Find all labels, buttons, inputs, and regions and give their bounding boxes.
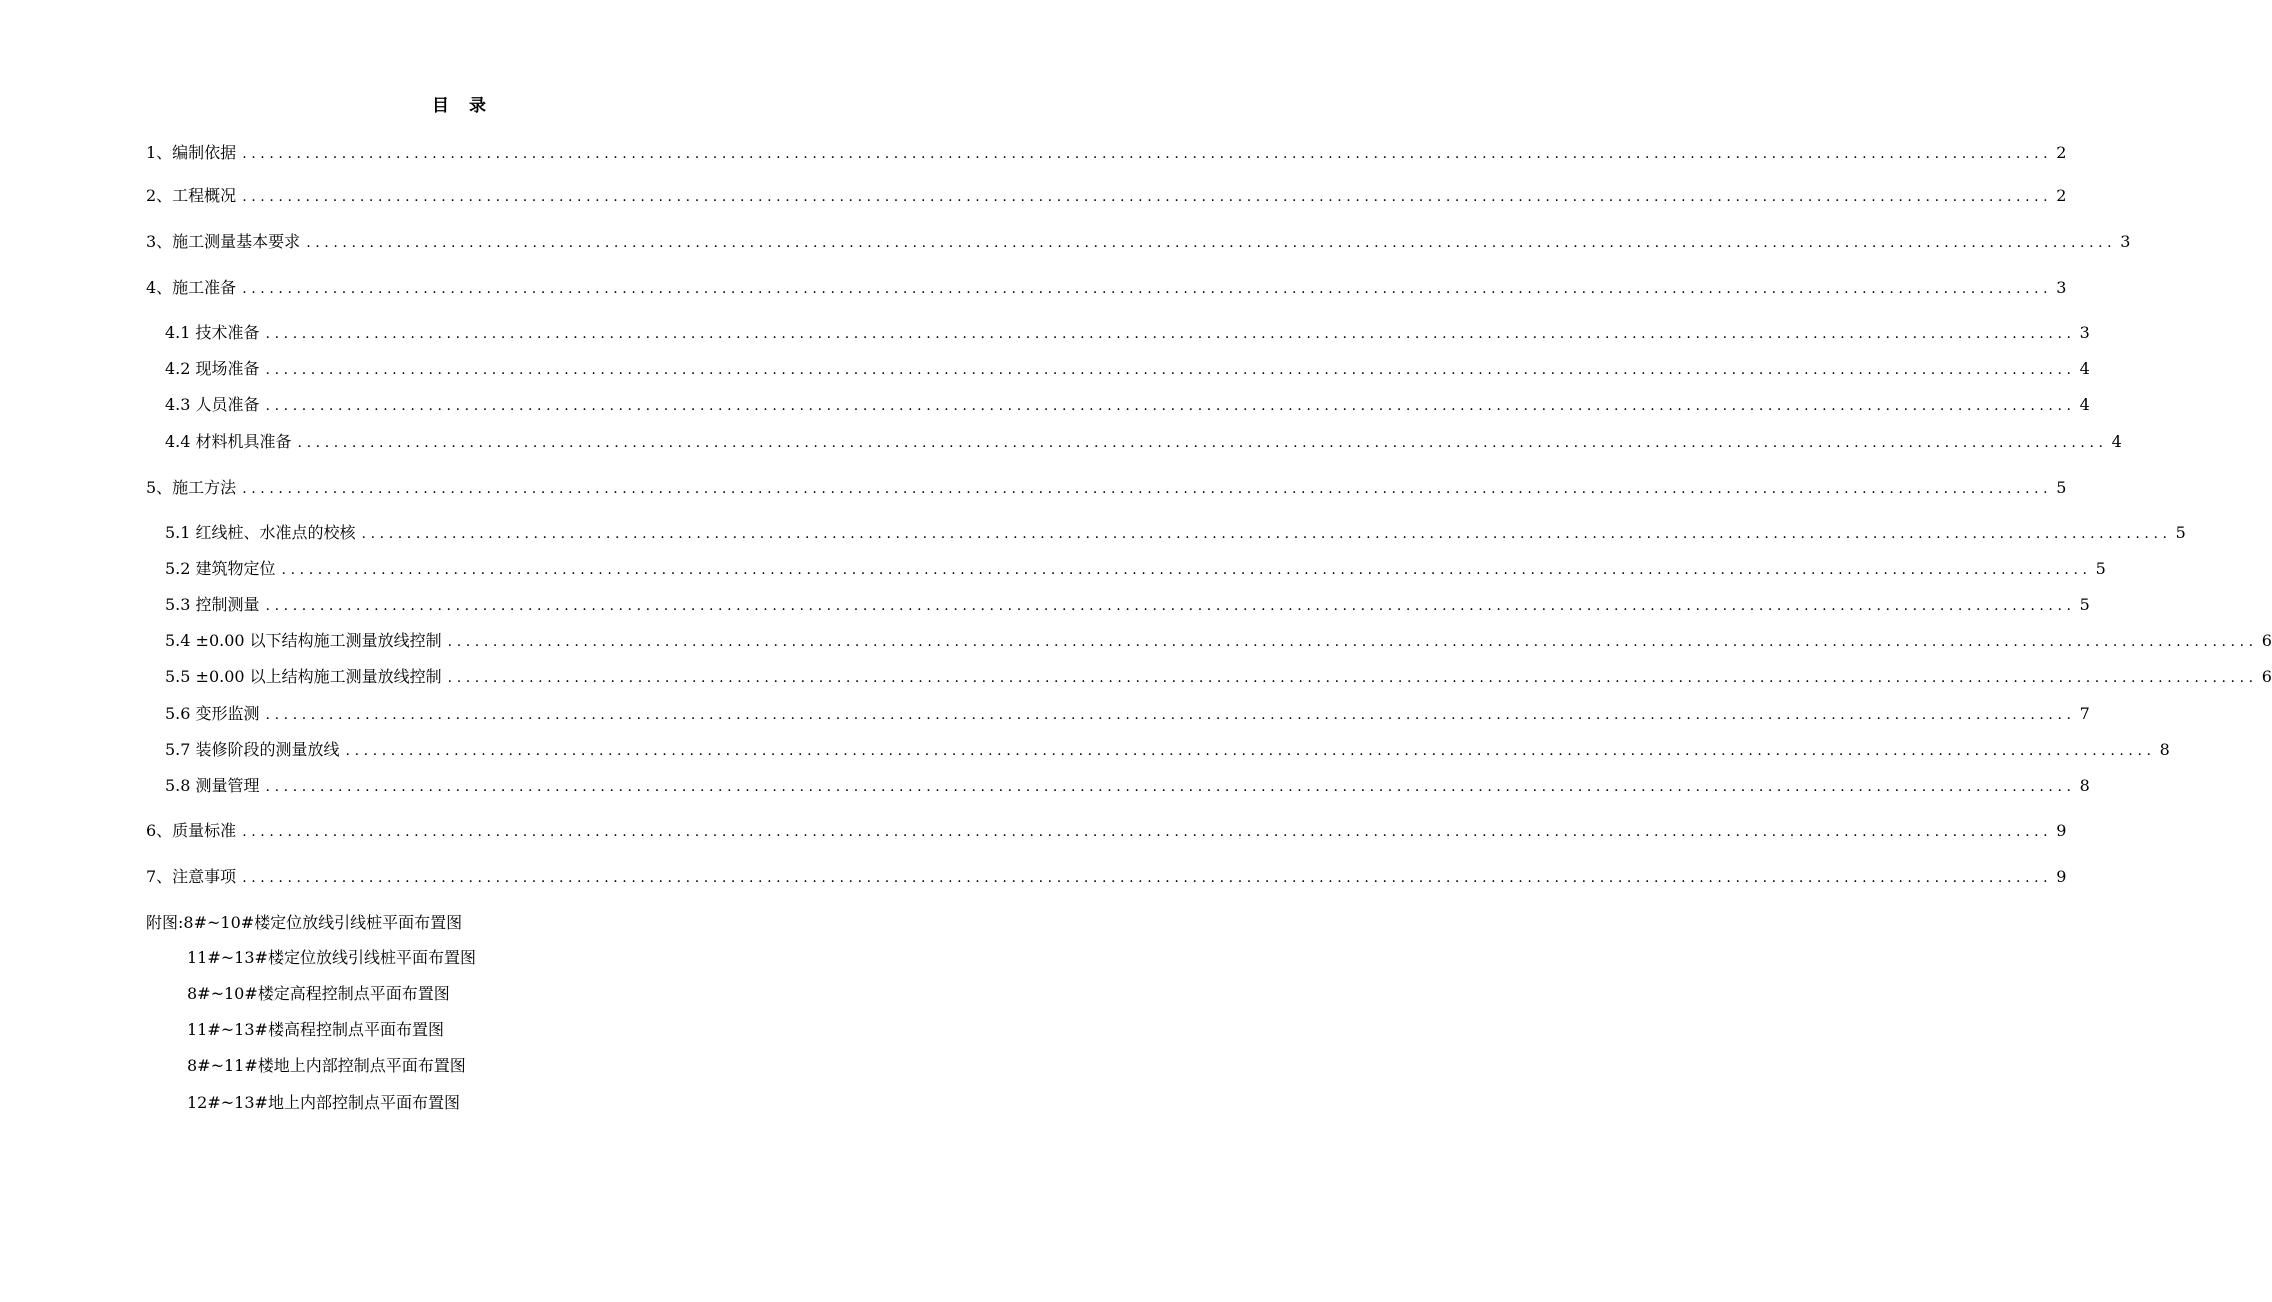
toc-leader-dots: ........................................................................................................................................................................................................ (265, 779, 2076, 795)
appendix-item: 11#~13#楼定位放线引线桩平面布置图 (187, 948, 476, 967)
toc-entry-page: 5 (2175, 523, 2186, 542)
toc-entry[interactable] (146, 819, 2067, 843)
toc-entry-page: 9 (2056, 867, 2067, 886)
toc-entry-label: 5.2 建筑物定位 (165, 559, 276, 578)
toc-leader-dots: ........................................................................................................................................................................................................ (297, 435, 2108, 451)
toc-entry[interactable] (165, 357, 2090, 381)
toc-entry[interactable] (146, 184, 2067, 208)
toc-entry-label: 5.1 红线桩、水准点的校核 (165, 523, 356, 542)
toc-leader-dots: ........................................................................................................................................................................................................ (361, 526, 2172, 542)
title-char-2: 录 (469, 96, 488, 116)
toc-leader-dots: ........................................................................................................................................................................................................ (345, 743, 2156, 759)
toc-entry[interactable] (146, 276, 2067, 300)
toc-leader-dots: ........................................................................................................................................................................................................ (265, 326, 2076, 342)
toc-entry-page: 6 (2261, 667, 2272, 686)
toc-entry-page: 3 (2120, 232, 2131, 251)
toc-entry-page: 7 (2079, 704, 2090, 723)
toc-entry[interactable] (165, 321, 2090, 345)
toc-entry[interactable] (165, 629, 2272, 653)
appendix-item: 11#~13#楼高程控制点平面布置图 (187, 1020, 444, 1039)
toc-entry-page: 6 (2261, 631, 2272, 650)
toc-entry-label: 7、注意事项 (146, 867, 237, 886)
toc-entry[interactable] (165, 774, 2090, 798)
toc-entry-label: 5.7 装修阶段的测量放线 (165, 740, 340, 759)
toc-entry-label: 4.3 人员准备 (165, 395, 260, 414)
toc-entry[interactable] (146, 141, 2067, 165)
toc-leader-dots: ........................................................................................................................................................................................................ (242, 189, 2053, 205)
toc-entry-page: 9 (2056, 821, 2067, 840)
toc-entry-page: 2 (2056, 186, 2067, 205)
toc-entry-page: 5 (2095, 559, 2106, 578)
toc-entry[interactable] (165, 521, 2186, 545)
title-char-1: 目 (432, 96, 451, 116)
toc-entry-label: 4.4 材料机具准备 (165, 432, 292, 451)
toc-leader-dots: ........................................................................................................................................................................................................ (265, 598, 2076, 614)
toc-leader-dots: ........................................................................................................................................................................................................ (242, 824, 2053, 840)
toc-entry-page: 2 (2056, 143, 2067, 162)
toc-entry[interactable] (165, 430, 2122, 454)
toc-entry-page: 4 (2111, 432, 2122, 451)
toc-leader-dots: ........................................................................................................................................................................................................ (242, 146, 2053, 162)
toc-entry-label: 5.8 测量管理 (165, 776, 260, 795)
toc-entry-label: 5.6 变形监测 (165, 704, 260, 723)
toc-entry-page: 3 (2079, 323, 2090, 342)
toc-entry-page: 5 (2079, 595, 2090, 614)
toc-entry-page: 8 (2159, 740, 2170, 759)
appendix-item: 8#~10#楼定高程控制点平面布置图 (187, 984, 450, 1003)
toc-entry[interactable] (165, 593, 2090, 617)
toc-leader-dots: ........................................................................................................................................................................................................ (306, 235, 2117, 251)
toc-entry[interactable] (165, 738, 2170, 762)
toc-entry-label: 4.2 现场准备 (165, 359, 260, 378)
toc-entry-label: 4.1 技术准备 (165, 323, 260, 342)
toc-leader-dots: ........................................................................................................................................................................................................ (265, 398, 2076, 414)
toc-entry[interactable] (165, 665, 2272, 689)
toc-entry-page: 4 (2079, 359, 2090, 378)
toc-entry-label: 5.5 ±0.00 以上结构施工测量放线控制 (165, 667, 442, 686)
page-title (0, 94, 920, 118)
toc-entry-label: 3、施工测量基本要求 (146, 232, 301, 251)
toc-entry-page: 4 (2079, 395, 2090, 414)
toc-leader-dots: ........................................................................................................................................................................................................ (265, 362, 2076, 378)
toc-entry-label: 5.4 ±0.00 以下结构施工测量放线控制 (165, 631, 442, 650)
toc-leader-dots: ........................................................................................................................................................................................................ (265, 707, 2076, 723)
toc-entry[interactable] (165, 393, 2090, 417)
toc-entry[interactable] (146, 865, 2067, 889)
toc-entry[interactable] (146, 476, 2067, 500)
toc-entry-label: 2、工程概况 (146, 186, 237, 205)
toc-entry[interactable] (165, 702, 2090, 726)
appendix-item: 附图:8#~10#楼定位放线引线桩平面布置图 (146, 913, 463, 932)
toc-leader-dots: ........................................................................................................................................................................................................ (447, 670, 2258, 686)
toc-leader-dots: ........................................................................................................................................................................................................ (447, 634, 2258, 650)
toc-entry-label: 4、施工准备 (146, 278, 237, 297)
toc-entry[interactable] (165, 557, 2106, 581)
toc-leader-dots: ........................................................................................................................................................................................................ (242, 481, 2053, 497)
toc-entry-label: 5.3 控制测量 (165, 595, 260, 614)
toc-entry-label: 6、质量标准 (146, 821, 237, 840)
toc-entry-page: 8 (2079, 776, 2090, 795)
toc-leader-dots: ........................................................................................................................................................................................................ (242, 870, 2053, 886)
toc-entry-label: 1、编制依据 (146, 143, 237, 162)
toc-leader-dots: ........................................................................................................................................................................................................ (281, 562, 2092, 578)
toc-entry-page: 5 (2056, 478, 2067, 497)
toc-entry-label: 5、施工方法 (146, 478, 237, 497)
toc-leader-dots: ........................................................................................................................................................................................................ (242, 281, 2053, 297)
toc-entry[interactable] (146, 230, 2131, 254)
toc-entry-page: 3 (2056, 278, 2067, 297)
appendix-item: 12#~13#地上内部控制点平面布置图 (187, 1093, 460, 1112)
appendix-item: 8#~11#楼地上内部控制点平面布置图 (187, 1056, 466, 1075)
